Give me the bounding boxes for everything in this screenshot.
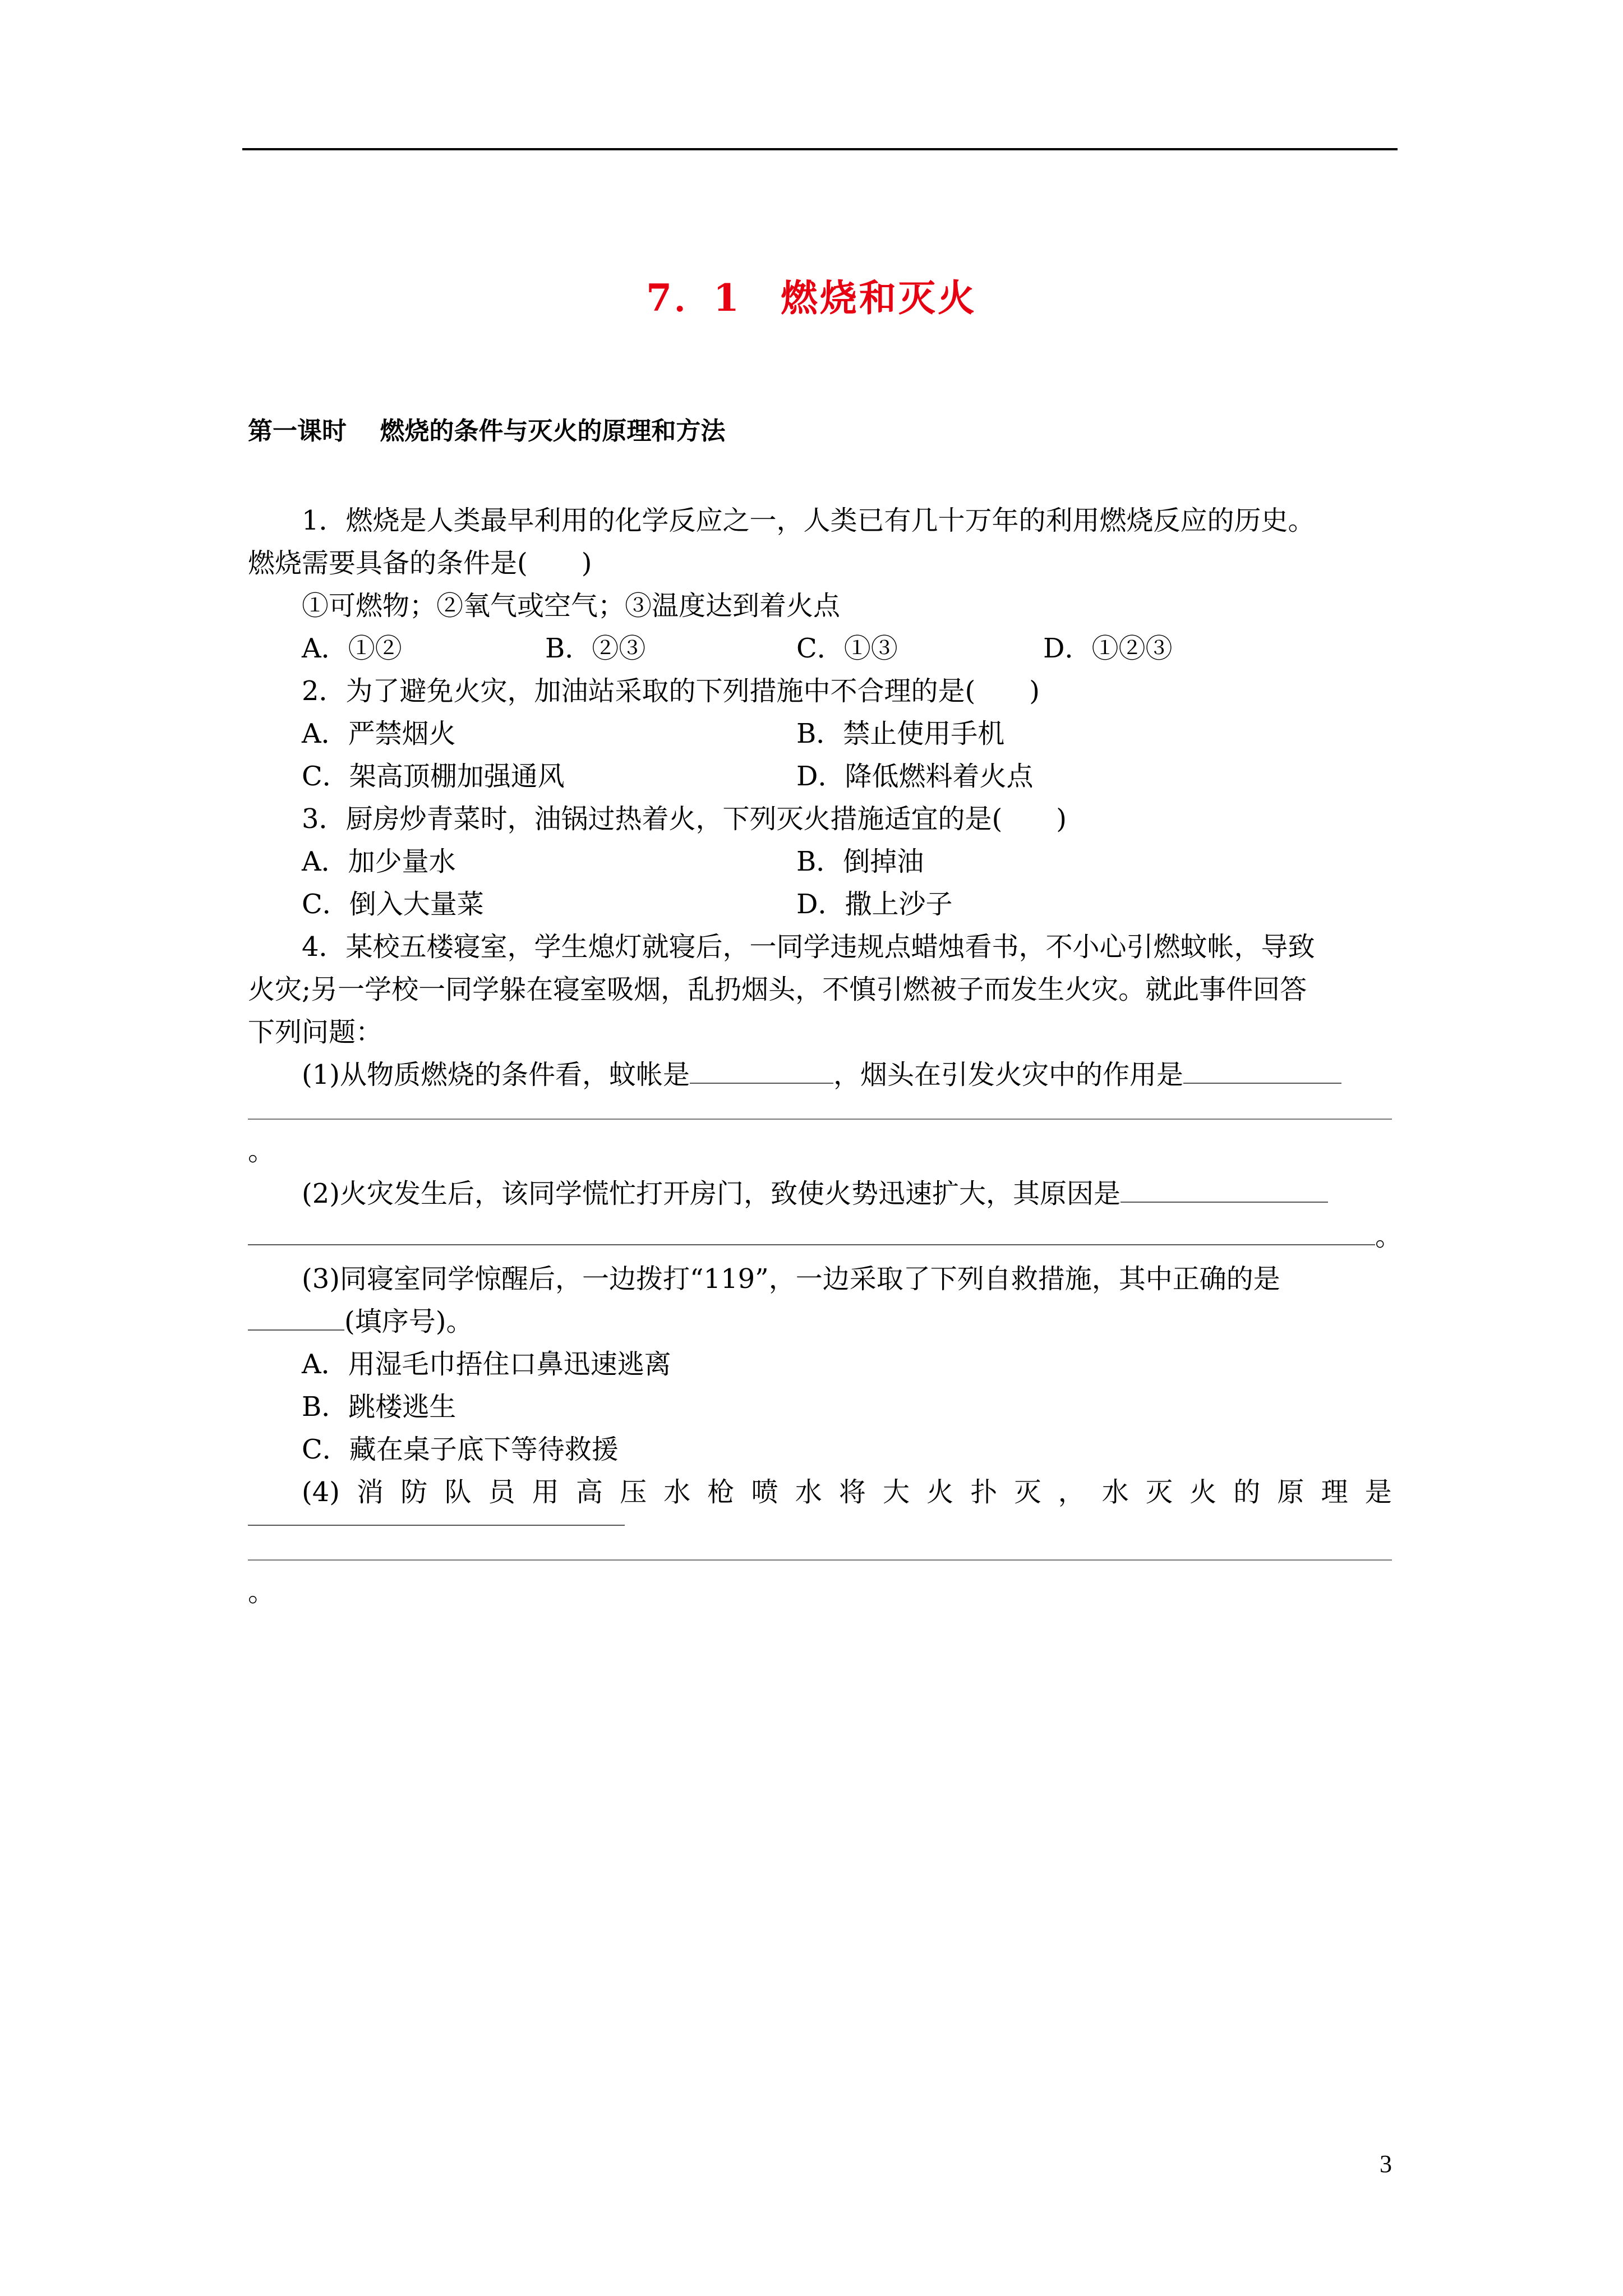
q4-part4-end: 。 <box>248 1576 275 1608</box>
answer-blank-5[interactable] <box>248 1513 625 1526</box>
q4-part3-option-b: B．跳楼逃生 <box>302 1391 457 1423</box>
q4-part4-char: 消 <box>357 1476 384 1508</box>
q4-part1-text-b: ，烟头在引发火灾中的作用是 <box>833 1059 1184 1091</box>
q4-part2-answer-row <box>248 1215 1403 1258</box>
q1-option-b: B．②③ <box>545 633 646 664</box>
q1-option-c: C．①③ <box>796 633 898 664</box>
q4-part4-char: 扑 <box>970 1476 998 1508</box>
q4-part1 <box>248 1053 1392 1096</box>
q3-option-b: B．倒掉油 <box>796 846 924 877</box>
q4-part4-char: 火 <box>926 1476 954 1508</box>
q1-option-d: D．①②③ <box>1043 633 1173 664</box>
header-rule <box>242 148 1398 150</box>
q4-part4-char: 枪 <box>707 1476 735 1508</box>
q4-part4-char: 高 <box>575 1476 603 1508</box>
answer-blank-4[interactable] <box>248 1300 344 1331</box>
q4-part4-char: 是 <box>1364 1476 1392 1508</box>
q4-part4-char: (4) <box>302 1476 340 1508</box>
q4-part3-text: (填序号)。 <box>344 1306 473 1337</box>
q1-line3: ①可燃物；②氧气或空气；③温度达到着火点 <box>302 590 841 622</box>
q4-part4-char: ， <box>1058 1476 1085 1508</box>
q3-options-row2 <box>248 883 1392 926</box>
q3-option-a: A．加少量水 <box>302 846 456 877</box>
q1-option-a: A．①② <box>302 633 402 664</box>
q4-part4-char: 理 <box>1321 1476 1348 1508</box>
q4-part4-char: 水 <box>1101 1476 1129 1508</box>
q2-option-b: B．禁止使用手机 <box>796 718 1005 749</box>
q4-part4-char: 压 <box>620 1476 647 1508</box>
q3-options-row1 <box>248 840 1392 883</box>
q1-options <box>248 627 1392 670</box>
q4-part4-char: 灭 <box>1014 1476 1041 1508</box>
q3-stem: 3．厨房炒青菜时，油锅过热着火，下列灭火措施适宜的是( ) <box>302 803 1067 835</box>
q4-part4-char: 火 <box>1189 1476 1217 1508</box>
q2-option-c: C．架高顶棚加强通风 <box>302 761 565 792</box>
q1-line1: 1．燃烧是人类最早利用的化学反应之一，人类已有几十万年的利用燃烧反应的历史。 <box>302 505 1315 536</box>
q4-part4-char: 原 <box>1277 1476 1304 1508</box>
q4-part4-char: 的 <box>1233 1476 1261 1508</box>
q4-part1-text-a: (1)从物质燃烧的条件看，蚊帐是 <box>302 1059 690 1091</box>
page-number: 3 <box>1380 2150 1392 2178</box>
q4-part2-end: 。 <box>1375 1221 1403 1252</box>
q2-stem: 2．为了避免火灾，加油站采取的下列措施中不合理的是( ) <box>302 675 1040 707</box>
q4-part2-text: (2)火灾发生后，该同学慌忙打开房门，致使火势迅速扩大，其原因是 <box>302 1178 1121 1209</box>
q4-part4-char: 灭 <box>1145 1476 1173 1508</box>
q4-part4-char: 水 <box>663 1476 691 1508</box>
q4-part4 <box>248 1471 1392 1513</box>
q4-part4-char: 水 <box>795 1476 822 1508</box>
q2-options-row2 <box>248 755 1392 798</box>
q1-line2: 燃烧需要具备的条件是( ) <box>248 547 592 579</box>
q4-part4-char: 用 <box>532 1476 559 1508</box>
q3-option-c: C．倒入大量菜 <box>302 889 484 920</box>
q4-part3-line2 <box>248 1300 1392 1343</box>
answer-blank-1[interactable] <box>690 1053 833 1084</box>
q4-part3-line1: (3)同寝室同学惊醒后，一边拨打“119”，一边采取了下列自救措施，其中正确的是 <box>302 1263 1280 1295</box>
q4-part4-char: 喷 <box>751 1476 778 1508</box>
answer-blank-2[interactable] <box>1183 1053 1341 1084</box>
answer-line-2[interactable] <box>248 1215 1375 1245</box>
page-title: 7．1 燃烧和灭火 <box>646 276 977 320</box>
q4-part4-char: 防 <box>400 1476 428 1508</box>
q2-option-a: A．严禁烟火 <box>302 718 456 749</box>
q4-line1: 4．某校五楼寝室，学生熄灯就寝后，一同学违规点蜡烛看书，不小心引燃蚊帐，导致 <box>302 931 1315 963</box>
answer-line-1[interactable] <box>248 1096 1392 1120</box>
answer-blank-3[interactable] <box>1121 1172 1328 1203</box>
q4-part4-char: 队 <box>444 1476 472 1508</box>
q4-part3-option-c: C．藏在桌子底下等待救援 <box>302 1434 619 1465</box>
question-body <box>248 499 1403 1613</box>
q4-line3: 下列问题： <box>248 1016 383 1048</box>
q4-part4-char: 大 <box>883 1476 910 1508</box>
q3-option-d: D．撒上沙子 <box>796 889 953 920</box>
q4-part1-end: 。 <box>248 1135 275 1167</box>
q4-part4-char: 将 <box>838 1476 866 1508</box>
section-title: 第一课时 燃烧的条件与灭火的原理和方法 <box>248 417 726 445</box>
q4-line2: 火灾;另一学校一同学躲在寝室吸烟，乱扔烟头，不慎引燃被子而发生火灾。就此事件回答 <box>248 974 1307 1005</box>
q2-option-d: D．降低燃料着火点 <box>796 761 1034 792</box>
q4-part2 <box>248 1172 1392 1215</box>
q4-part4-char: 员 <box>488 1476 515 1508</box>
answer-line-3[interactable] <box>248 1526 1392 1561</box>
q2-options-row1 <box>248 712 1392 755</box>
q4-part3-option-a: A．用湿毛巾捂住口鼻迅速逃离 <box>302 1349 671 1380</box>
